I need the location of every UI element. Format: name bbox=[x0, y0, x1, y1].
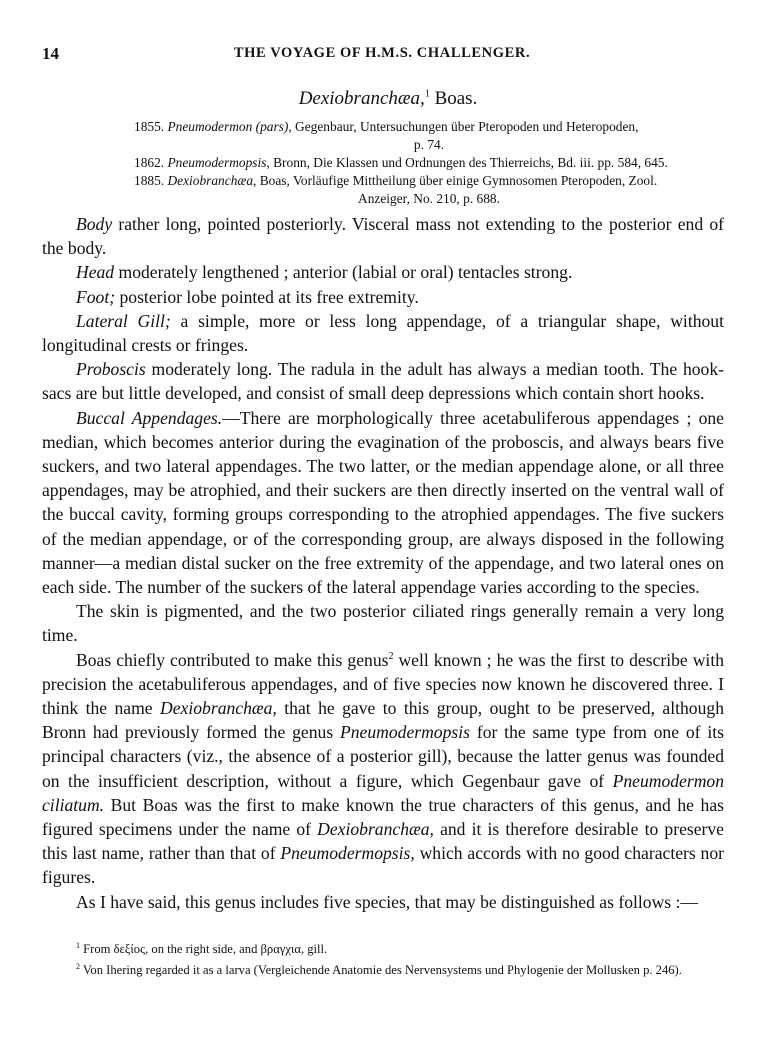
body-text bbox=[42, 212, 724, 914]
page-number: 14 bbox=[42, 44, 59, 63]
italic-text: Pneumodermon (pars) bbox=[167, 119, 289, 134]
text-run: But Boas was the first to make known the true characters of this genus, and he has figured specimens under the name of bbox=[42, 794, 724, 840]
text-run: From δεξίος, on the right side, and βραγχια, gill. bbox=[80, 942, 328, 957]
text-run: The skin is pigmented, and the two posterior ciliated rings generally remain a very long time. bbox=[42, 601, 724, 646]
synonymy-entry bbox=[134, 172, 724, 208]
text-run: 1855. bbox=[134, 119, 168, 134]
synonymy-continuation: p. 74. bbox=[413, 137, 445, 152]
text-run: which accords with no good characters nor figures. bbox=[42, 843, 724, 888]
paragraph bbox=[42, 890, 724, 914]
footnote-ref: 2 bbox=[388, 650, 394, 662]
text-run: that he gave to this group, ought to be preserved, although Bronn had previously formed the genus bbox=[42, 698, 724, 743]
text-run: As I have said, this genus includes five species, that may be distinguished as follows :— bbox=[76, 891, 699, 912]
genus-author: Boas. bbox=[429, 88, 478, 109]
synonymy-entry bbox=[134, 154, 724, 172]
running-header bbox=[42, 44, 722, 66]
text-run: moderately lengthened ; anterior (labial or oral) tentacles strong. bbox=[114, 262, 573, 283]
genus-name: Dexiobranchæa, bbox=[298, 88, 425, 109]
paragraph bbox=[42, 357, 724, 405]
paragraph bbox=[42, 285, 724, 309]
paragraph bbox=[42, 212, 724, 260]
italic-text: Dexiobranchæa bbox=[167, 173, 254, 188]
synonymy-continuation: Anzeiger, No. 210, p. 688. bbox=[358, 191, 500, 206]
paragraph bbox=[42, 599, 724, 647]
text-run: 1862. bbox=[134, 155, 168, 170]
text-run: and it is therefore desirable to preserve this last name, rather than that of bbox=[42, 819, 724, 864]
italic-text: Dexiobranchæa, bbox=[317, 819, 434, 840]
synonymy-list bbox=[134, 118, 724, 208]
text-run: posterior lobe pointed at its free extremity. bbox=[115, 286, 419, 307]
text-run: , Gegenbaur, Untersuchungen über Pteropoden und Heteropoden, bbox=[288, 119, 639, 134]
genus-heading bbox=[0, 88, 776, 110]
footnote bbox=[42, 937, 724, 958]
text-run: moderately long. The radula in the adult has always a median tooth. The hook-sacs are but little developed, and consist of small deep depressions which contain short hooks. bbox=[42, 359, 724, 404]
italic-text: Foot; bbox=[76, 286, 116, 307]
italic-text: Pneumodermopsis bbox=[340, 722, 470, 743]
italic-text: Pneumodermopsis, bbox=[280, 843, 415, 864]
italic-text: Head bbox=[76, 262, 115, 283]
text-run: for the same type from one of its principal characters (viz., the absence of a posterior gill), because the latter genus was founded on the insufficient description, without a figure, which Gegenbaur gave of bbox=[42, 722, 724, 791]
italic-text: Body bbox=[76, 214, 113, 234]
paragraph bbox=[42, 406, 724, 600]
text-run: Von Ihering regarded it as a larva (Vergleichende Anatomie des Nervensystems und Phylogenie der Mollusken p. 246). bbox=[80, 963, 682, 978]
running-title: THE VOYAGE OF H.M.S. CHALLENGER. bbox=[233, 45, 531, 61]
italic-text: Dexiobranchæa, bbox=[160, 698, 277, 719]
italic-text: Buccal Appendages. bbox=[76, 407, 223, 428]
paragraph bbox=[42, 648, 724, 890]
synonymy-entry bbox=[134, 118, 724, 154]
text-run: rather long, pointed posteriorly. Visceral mass not extending to the posterior end of the body. bbox=[42, 214, 724, 259]
italic-text: Proboscis bbox=[76, 359, 146, 380]
paragraph bbox=[42, 260, 724, 284]
text-run: 1885. bbox=[134, 173, 168, 188]
italic-text: Lateral Gill; bbox=[76, 310, 171, 331]
text-run: Boas chiefly contributed to make this genus bbox=[76, 649, 389, 670]
footnote-ref: 1 bbox=[76, 941, 80, 950]
footnote bbox=[42, 958, 724, 979]
footnote-ref: 1 bbox=[424, 88, 430, 100]
footnotes bbox=[42, 937, 724, 979]
text-run: —There are morphologically three acetabuliferous appendages ; one median, which becomes anterior during the evagination of the proboscis, and always bears five suckers, and two lateral appendages. The two latter, or the median appendage alone, or all three appendages, may be atrophied, and their suckers are then directly inserted on the ventral wall of the buccal cavity, forming groups corresponding to the atrophied appendages. The five suckers of the median appendage, or of the corresponding group, are always disposed in the following manner—a median distal sucker on the free extremity of the appendage, and two lateral ones on each side. The number of the suckers of the lateral appendage varies according to the species. bbox=[42, 407, 724, 598]
italic-text: Pneumodermopsis bbox=[167, 155, 267, 170]
text-run: , Bronn, Die Klassen und Ordnungen des Thierreichs, Bd. iii. pp. 584, 645. bbox=[266, 155, 668, 170]
text-run: a simple, more or less long appendage, of a triangular shape, without longitudinal crests or fringes. bbox=[42, 310, 724, 356]
text-run: well known ; he was the first to describe with precision the acetabuliferous appendages, and of five species now known he discovered three. I think the name bbox=[42, 649, 724, 719]
paragraph bbox=[42, 309, 724, 357]
text-run: , Boas, Vorläufige Mittheilung über einige Gymnosomen Pteropoden, Zool. bbox=[253, 173, 658, 188]
italic-text: Pneumodermon ciliatum. bbox=[42, 770, 724, 815]
footnote-ref: 2 bbox=[76, 962, 80, 972]
